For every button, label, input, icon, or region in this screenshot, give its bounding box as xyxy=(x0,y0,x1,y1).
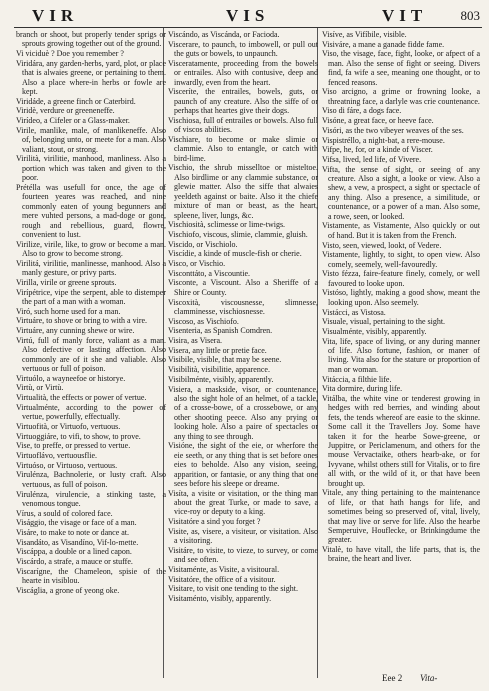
dictionary-entry: Viso arcigno, a grime or frowning looke, a threatning face, a darlyle was crie countenance. xyxy=(322,87,480,106)
dictionary-entry: Visitaménto, visibly, apparently. xyxy=(168,594,272,604)
signature-mark: Eee 2 xyxy=(382,673,403,683)
dictionary-entry: Visenteria, as Spanish Comdren. xyxy=(168,326,273,336)
dictionary-entry: Vita, life, space of living, or any during manner of life. Also fortune, fashion, or maner of living. Vita also for the stature or proportion of man or woman. xyxy=(322,336,480,374)
dictionary-entry: Virulénza, Bachnolerie, or lusty craft. Also vertuous, as full of poison. xyxy=(16,470,166,489)
dictionary-entry: Vise, to preffe, or pressed to vertue. xyxy=(16,441,131,451)
dictionary-entry: Visiváre, a mane a ganade fidde fame. xyxy=(322,39,445,49)
dictionary-entry: Vischiosa, full of entrailes or bowels. Also full of viscos abilities. xyxy=(168,115,318,135)
dictionary-entry: Virtualménte, according to the power of vertue, powerfully, effectually. xyxy=(16,402,166,422)
dictionary-entry: Vifpe, he, for, or a kinde of Viscer. xyxy=(322,145,433,155)
dictionary-entry: Vitálba, the white vine or tenderest growing in hedges with red berries, and winding about fets, the tends whereof are easie to the skinne. Some call it the Travellers Joy. Some have taken it for the hearbe Sowe-greene, or Juppitre, or Periclamenum, and others for the mouse Vervactaike, others hearb-ake, or for Ivyvane, whilst others still for Vitalis, or to fire all with, or the wild of it, or that have been brought up. xyxy=(322,393,480,488)
column-2 xyxy=(168,30,318,604)
dictionary-entry: Virtù, or Virtù. xyxy=(16,383,64,393)
dictionary-entry: Vifta, the sense of sight, or seeing of any creature. Also a sight, a looke or view. Also a shew, a vew, a prospect, a sight or spectacle of any thing. Also a presence, a similitude, or countenance, or a power of a man. Also some, a rowe, seen, or looked. xyxy=(322,164,480,221)
dictionary-entry: Visto fézza, faire-feature finely, comely, or well favoured to looke upon. xyxy=(322,269,480,288)
dictionary-entry: Virtuólo, a wayneefoe or historye. xyxy=(16,373,126,383)
dictionary-entry: Visitare, to visit one tending to the sight. xyxy=(168,584,298,594)
dictionary-entry: Visibilménte, visibly, apparently. xyxy=(168,374,274,384)
dictionary-entry: Vischiofo, viscous, slimie, clammie, gluish. xyxy=(168,229,308,239)
dictionary-entry: Vischio, the shrub misselltoe or misteltoe. Also birdlime or any clammie substance, or glewie matter. Also the siffe that alwaies yeeldeth against or baite. Also it the chiefe mixture of man or beast, as the heart, spleene, liver, lungs, &c. xyxy=(168,163,318,220)
dictionary-entry: Virtuofità, or Virtuofo, vertuous. xyxy=(16,421,121,431)
running-header xyxy=(14,4,482,26)
dictionary-entry: Visceratamente, proceeding from the bowels or entrailes. Also with contusive, deep and inwardly, even from the heart. xyxy=(168,58,318,87)
dictionary-entry: Visíve, as Vifíbile, visible. xyxy=(322,30,407,39)
dictionary-entry: Virilla, virile or greene sprouts. xyxy=(16,277,117,287)
dictionary-entry: Vistóso, lightly, making a good show, meant the looking upon. Also seemely. xyxy=(322,288,480,307)
dictionary-entry: Vitáccia, a filthie life. xyxy=(322,374,392,384)
dictionary-entry: Visuale, visual, pertaining to the sight. xyxy=(322,317,446,327)
dictionary-entry: Viscido, or Vischiolo. xyxy=(168,239,238,249)
dictionary-entry: Visco, or Vischio. xyxy=(168,259,226,269)
dictionary-entry: Viscáppa, a double or a lined capon. xyxy=(16,547,132,557)
dictionary-entry: Viscoso, as Vischiofo. xyxy=(168,316,239,326)
dictionary-entry: Visáre, to make to note or dance at. xyxy=(16,528,130,538)
dictionary-entry: Viscídie, a kinde of muscle-fish or cherie. xyxy=(168,249,302,259)
dictionary-entry: Vischiosità, sclimesse or lime-twigs. xyxy=(168,220,286,230)
dictionary-entry: Viridáde, a greene finch or Caterbird. xyxy=(16,96,136,106)
dictionary-entry: Virtú, full of manly force, valiant as a man. Also defective or lasting affection. Also commonly are of it she and valiable. Also vertuous or full of poison. xyxy=(16,335,166,373)
dictionary-entry: Viridè, verdure or greeneneffe. xyxy=(16,106,115,116)
dictionary-entry: Virípétrice, vipe the serpent, able to distemper the part of a man with a woman. xyxy=(16,287,166,306)
dictionary-entry: Vistamente, as Vistamente, Also quickly or out of hand. But it is taken from the French. xyxy=(322,221,480,240)
header-rule xyxy=(14,27,482,28)
header-right-word: VIT xyxy=(382,6,428,25)
dictionary-entry: Viscarígne, the Chameleon, spisie of the hearte in visiblou. xyxy=(16,566,166,586)
dictionary-entry: Visira, as Visera. xyxy=(168,336,222,346)
dictionary-entry: Visconte, a Viscount. Also a Sheriffe of a Shire or County. xyxy=(168,278,318,297)
dictionary-entry: Viró, such horne used for a man. xyxy=(16,306,121,316)
dictionary-entry: Visualménte, visibly, apparently. xyxy=(322,326,427,336)
dictionary-entry: Visera, any little or pretie face. xyxy=(168,345,267,355)
dictionary-entry: Vitale, any thing pertaining to the maintenance of life, or that hath hangs for life, and sometimes being so preserved of, vital, lively, that may live or serve for life. Also the hearbe Semperuive, Houflecke, or Brinkingdume the greater. xyxy=(322,488,480,545)
dictionary-entry: Viscáglia, a grone of yeong oke. xyxy=(16,585,120,595)
dictionary-entry: Prétélla was usefull for once, the age of fourteen yeares was reached, and nine commonly eaten of young begunners and mere vuhted persons, a mad-doge or gone, rough and rebellious, guard, flowre, convenient to lust. xyxy=(16,182,166,239)
dictionary-entry: Visióne, the sight of the eie, or wherfore the eie seeth, or any thing that is set before ones eies to beholde. Also any vision, seeing, apparition, or fantasie, or any thing that one sees before his sleepe or dreame. xyxy=(168,441,318,488)
dictionary-entry: Visággio, the visage or face of a man. xyxy=(16,518,137,528)
catchword: Vita- xyxy=(420,673,438,683)
dictionary-entry: Viscándo, as Viscánda, or Facioda. xyxy=(168,30,280,39)
column-1 xyxy=(16,30,166,596)
dictionary-entry: Virídeo, a Cifeler or a Glass-maker. xyxy=(16,116,130,126)
dictionary-entry: Visiera, a maskside, visor, or countenance, also the sight hole of an helmet, of a tackle, of a crosse-bowe, of a crossebowe, or any other shooting peece. Also any prying or looking hole. Also a paire of spectacles or any thing to see through. xyxy=(168,384,318,441)
dictionary-entry: Vitalè, to have vitall, the life parts, that is, the braine, the heart and liver. xyxy=(322,545,480,564)
dictionary-entry: Visto, seen, viewed, lookt, of Vedere. xyxy=(322,240,442,250)
dictionary-entry: Vistamente, lightly, to sight, to open view. Also comely, seemely, well-favouredly. xyxy=(322,250,480,269)
dictionary-entry: Vita dormire, during life. xyxy=(322,384,403,394)
dictionary-entry: Vischiare, to become or make slimie or clammie. Also to entangle, or catch with bird-lime. xyxy=(168,134,318,163)
dictionary-entry: Virulénza, virulencie, a stinking taste, a venomous tongue. xyxy=(16,489,166,508)
dictionary-entry: Viscerare, to paunch, to imbowell, or pull out the guts or bowels, to unpaunch. xyxy=(168,39,318,59)
dictionary-entry: Vistácci, as Vistosa. xyxy=(322,307,386,317)
dictionary-entry: Visitaménte, as Visite, a visitoural. xyxy=(168,565,280,575)
dictionary-entry: Virtuáre, any cunning shewe or wire. xyxy=(16,326,135,336)
dictionary-entry: Viscárdo, a strafe, a mauce or stuffe. xyxy=(16,557,133,567)
dictionary-entry: Visite, as, visere, a visiteur, or visitation. Also a visitoring. xyxy=(168,526,318,546)
dictionary-entry: Virilitá, virilitie, manlinesse, manhood. Also a manly gesture, or privy parts. xyxy=(16,258,166,278)
dictionary-entry: Virtuóso, or Virtuoso, vertuous. xyxy=(16,460,118,470)
dictionary-entry: Virilize, virile, like, to grow or become a man. Also to grow to become strong. xyxy=(16,239,166,259)
dictionary-entry: Vifsa, lived, led life, of Vivere. xyxy=(322,154,422,164)
dictionary-entry: Visitáre, to visite, to vieze, to survey, or come and see often. xyxy=(168,545,318,565)
dictionary-entry: Visceríte, the entrailes, bowels, guts, or paunch of any creature. Also the siffe of or perhaps that heartes give their dogs. xyxy=(168,87,318,116)
dictionary-entry: Virilità, virilitie, manhood, manliness. Also a portion which was taken and given to the poor. xyxy=(16,154,166,183)
dictionary-entry: Visíta, a visite or visitation, or the thing man about the great Turke, or made to save, a vice-roy or deputy to a king. xyxy=(168,488,318,517)
dictionary-entry: Virtualità, the effects or power of vertue. xyxy=(16,393,147,403)
dictionary-entry: Visóne, a great face, or heeve face. xyxy=(322,116,434,126)
dictionary-entry: Visconttáto, a Viscountie. xyxy=(168,268,250,278)
dictionary-entry: Virile, manlike, male, of manlikeneffe. Also of, belonging unto, or meete for a man. Also valiant, stout, or strong. xyxy=(16,125,166,154)
dictionary-entry: Viridára, any garden-herbs, yard, plot, or place that is alwaies greene, or pertaining to them. Also a place where-in herbs or fowle are kept. xyxy=(16,58,166,97)
dictionary-entry: Visitatóre, the office of a visitour. xyxy=(168,574,276,584)
dictionary-entry: Visóri, as the two vibeyer weaves of the ses. xyxy=(322,125,464,135)
dictionary-entry: Vi viciduè ? Doe you remember ? xyxy=(16,49,124,59)
header-mid-word: VIS xyxy=(226,6,270,25)
column-3 xyxy=(322,30,480,564)
dictionary-entry: Vírus, a sould of colored face. xyxy=(16,508,113,518)
dictionary-entry: Virtuáre, to shove or bring to with a vire. xyxy=(16,316,148,326)
dictionary-entry: Visibilità, visibilitie, apparence. xyxy=(168,365,270,375)
dictionary-entry: branch or shoot, but properly tender sprigs or sprouts growing together out of the ground. xyxy=(16,30,166,49)
page-number: 803 xyxy=(460,8,480,23)
dictionary-entry: Viso di fáre, a dogs face. xyxy=(322,106,402,116)
dictionary-entry: Viscoxità, viscousnesse, slimnesse, clamminesse, vischiosnesse. xyxy=(168,297,318,316)
dictionary-entry: Viso, the visage, face, fight, looke, or afpect of a man. Also the sense of fight or seeing. Divers find, fa wife a see, meaning one thought, or to fenced reasons. xyxy=(322,49,480,87)
dictionary-entry: Vispistréllo, a night-bat, a rere-mouse. xyxy=(322,135,445,145)
dictionary-entry: Virtuoflávo, vertuousflie. xyxy=(16,451,98,460)
dictionary-entry: Visandáto, as Visandíno, Vif-lo-mette. xyxy=(16,537,139,547)
header-left-word: VIR xyxy=(32,6,79,25)
dictionary-entry: Visitatóre a sind you forget ? xyxy=(168,517,261,527)
dictionary-entry: Virtuoggiáre, to vifi, to show, to prove. xyxy=(16,431,141,441)
dictionary-entry: Visibile, visible, that may be seene. xyxy=(168,355,282,365)
